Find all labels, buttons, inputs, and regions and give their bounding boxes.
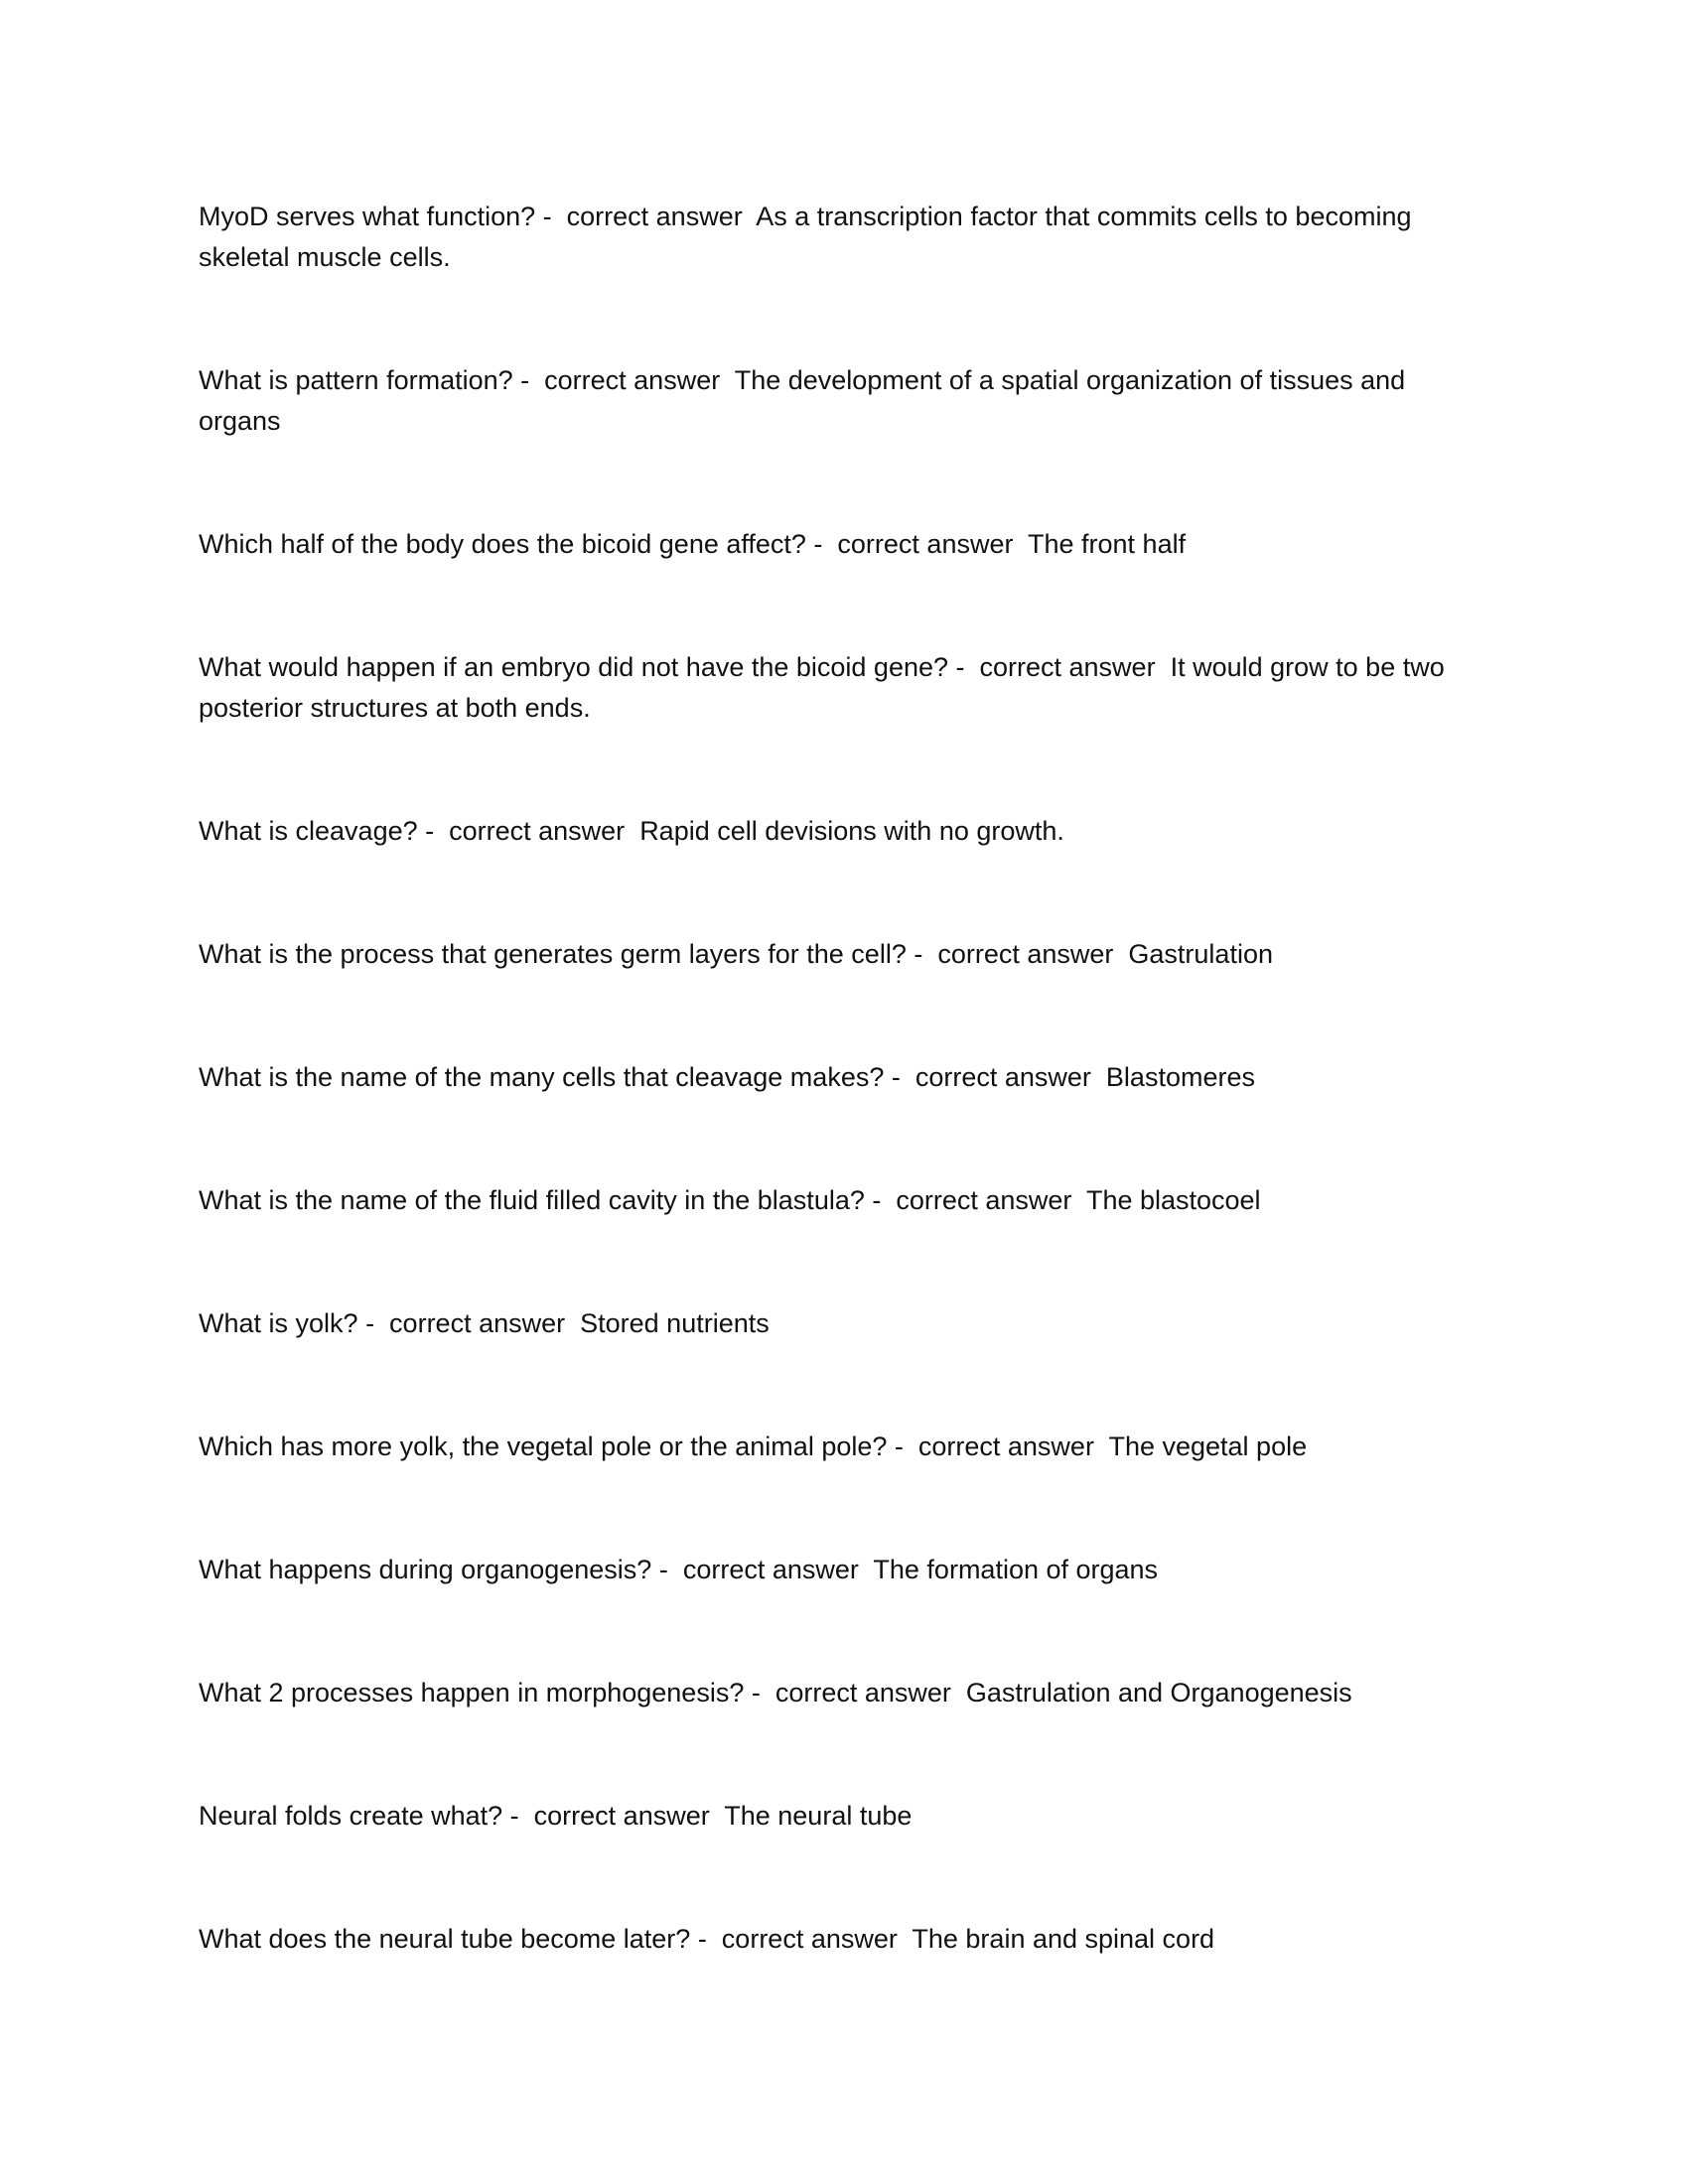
answer-text: The development of a spatial organization of tissues and organs <box>199 365 1406 436</box>
answer-text: It would grow to be two posterior structures at both ends. <box>199 652 1445 723</box>
answer-text: The blastocoel <box>1085 1185 1261 1215</box>
question-text: What is the process that generates germ layers for the cell? <box>199 939 907 969</box>
answer-text: Gastrulation <box>1128 939 1273 969</box>
question-text: What is cleavage? <box>199 816 418 846</box>
qa-item <box>199 1057 1489 1098</box>
answer-text: The front half <box>1028 529 1187 559</box>
answer-text: The brain and spinal cord <box>912 1924 1215 1954</box>
question-text: What is the name of the fluid filled cavity in the blastula? <box>199 1185 865 1215</box>
answer-text: The neural tube <box>724 1801 913 1831</box>
answer-separator: - correct answer <box>884 1062 1106 1092</box>
answer-separator: - correct answer <box>357 1308 581 1338</box>
question-text: MyoD serves what function? <box>199 202 536 231</box>
question-text: What is yolk? <box>199 1308 358 1338</box>
answer-separator: - correct answer <box>887 1432 1109 1461</box>
answer-text: Blastomeres <box>1105 1062 1255 1092</box>
answer-text: As a transcription factor that commits cells to becoming skeletal muscle cells. <box>199 202 1412 272</box>
question-text: What would happen if an embryo did not have the bicoid gene? <box>199 652 949 682</box>
qa-item <box>199 1427 1489 1467</box>
answer-text: The formation of organs <box>873 1555 1159 1584</box>
qa-item <box>199 1550 1489 1590</box>
answer-text: Rapid cell devisions with no growth. <box>639 816 1064 846</box>
qa-item <box>199 524 1489 565</box>
answer-separator: - correct answer <box>535 202 757 231</box>
qa-item <box>199 360 1489 442</box>
qa-item <box>199 1796 1489 1837</box>
answer-separator: - correct answer <box>690 1924 913 1954</box>
qa-item <box>199 1919 1489 1960</box>
answer-separator: - correct answer <box>744 1678 966 1707</box>
qa-item <box>199 197 1489 278</box>
question-text: Which has more yolk, the vegetal pole or the animal pole? <box>199 1432 888 1461</box>
answer-text: Gastrulation and Organogenesis <box>965 1678 1352 1707</box>
answer-separator: - correct answer <box>906 939 1129 969</box>
answer-separator: - correct answer <box>805 529 1028 559</box>
answer-separator: - correct answer <box>651 1555 874 1584</box>
qa-item <box>199 647 1489 729</box>
question-text: What is pattern formation? <box>199 365 513 395</box>
answer-separator: - correct answer <box>864 1185 1086 1215</box>
qa-list <box>199 197 1489 1960</box>
qa-item <box>199 1303 1489 1344</box>
answer-separator: - correct answer <box>948 652 1171 682</box>
qa-item <box>199 1673 1489 1713</box>
question-text: What 2 processes happen in morphogenesis? <box>199 1678 745 1707</box>
answer-separator: - correct answer <box>502 1801 725 1831</box>
answer-separator: - correct answer <box>417 816 640 846</box>
qa-item <box>199 1180 1489 1221</box>
question-text: What does the neural tube become later? <box>199 1924 691 1954</box>
question-text: Which half of the body does the bicoid gene affect? <box>199 529 806 559</box>
qa-item <box>199 934 1489 975</box>
question-text: Neural folds create what? <box>199 1801 503 1831</box>
answer-text: The vegetal pole <box>1108 1432 1308 1461</box>
question-text: What is the name of the many cells that cleavage makes? <box>199 1062 885 1092</box>
qa-item <box>199 811 1489 852</box>
question-text: What happens during organogenesis? <box>199 1555 652 1584</box>
answer-text: Stored nutrients <box>580 1308 770 1338</box>
answer-separator: - correct answer <box>512 365 735 395</box>
